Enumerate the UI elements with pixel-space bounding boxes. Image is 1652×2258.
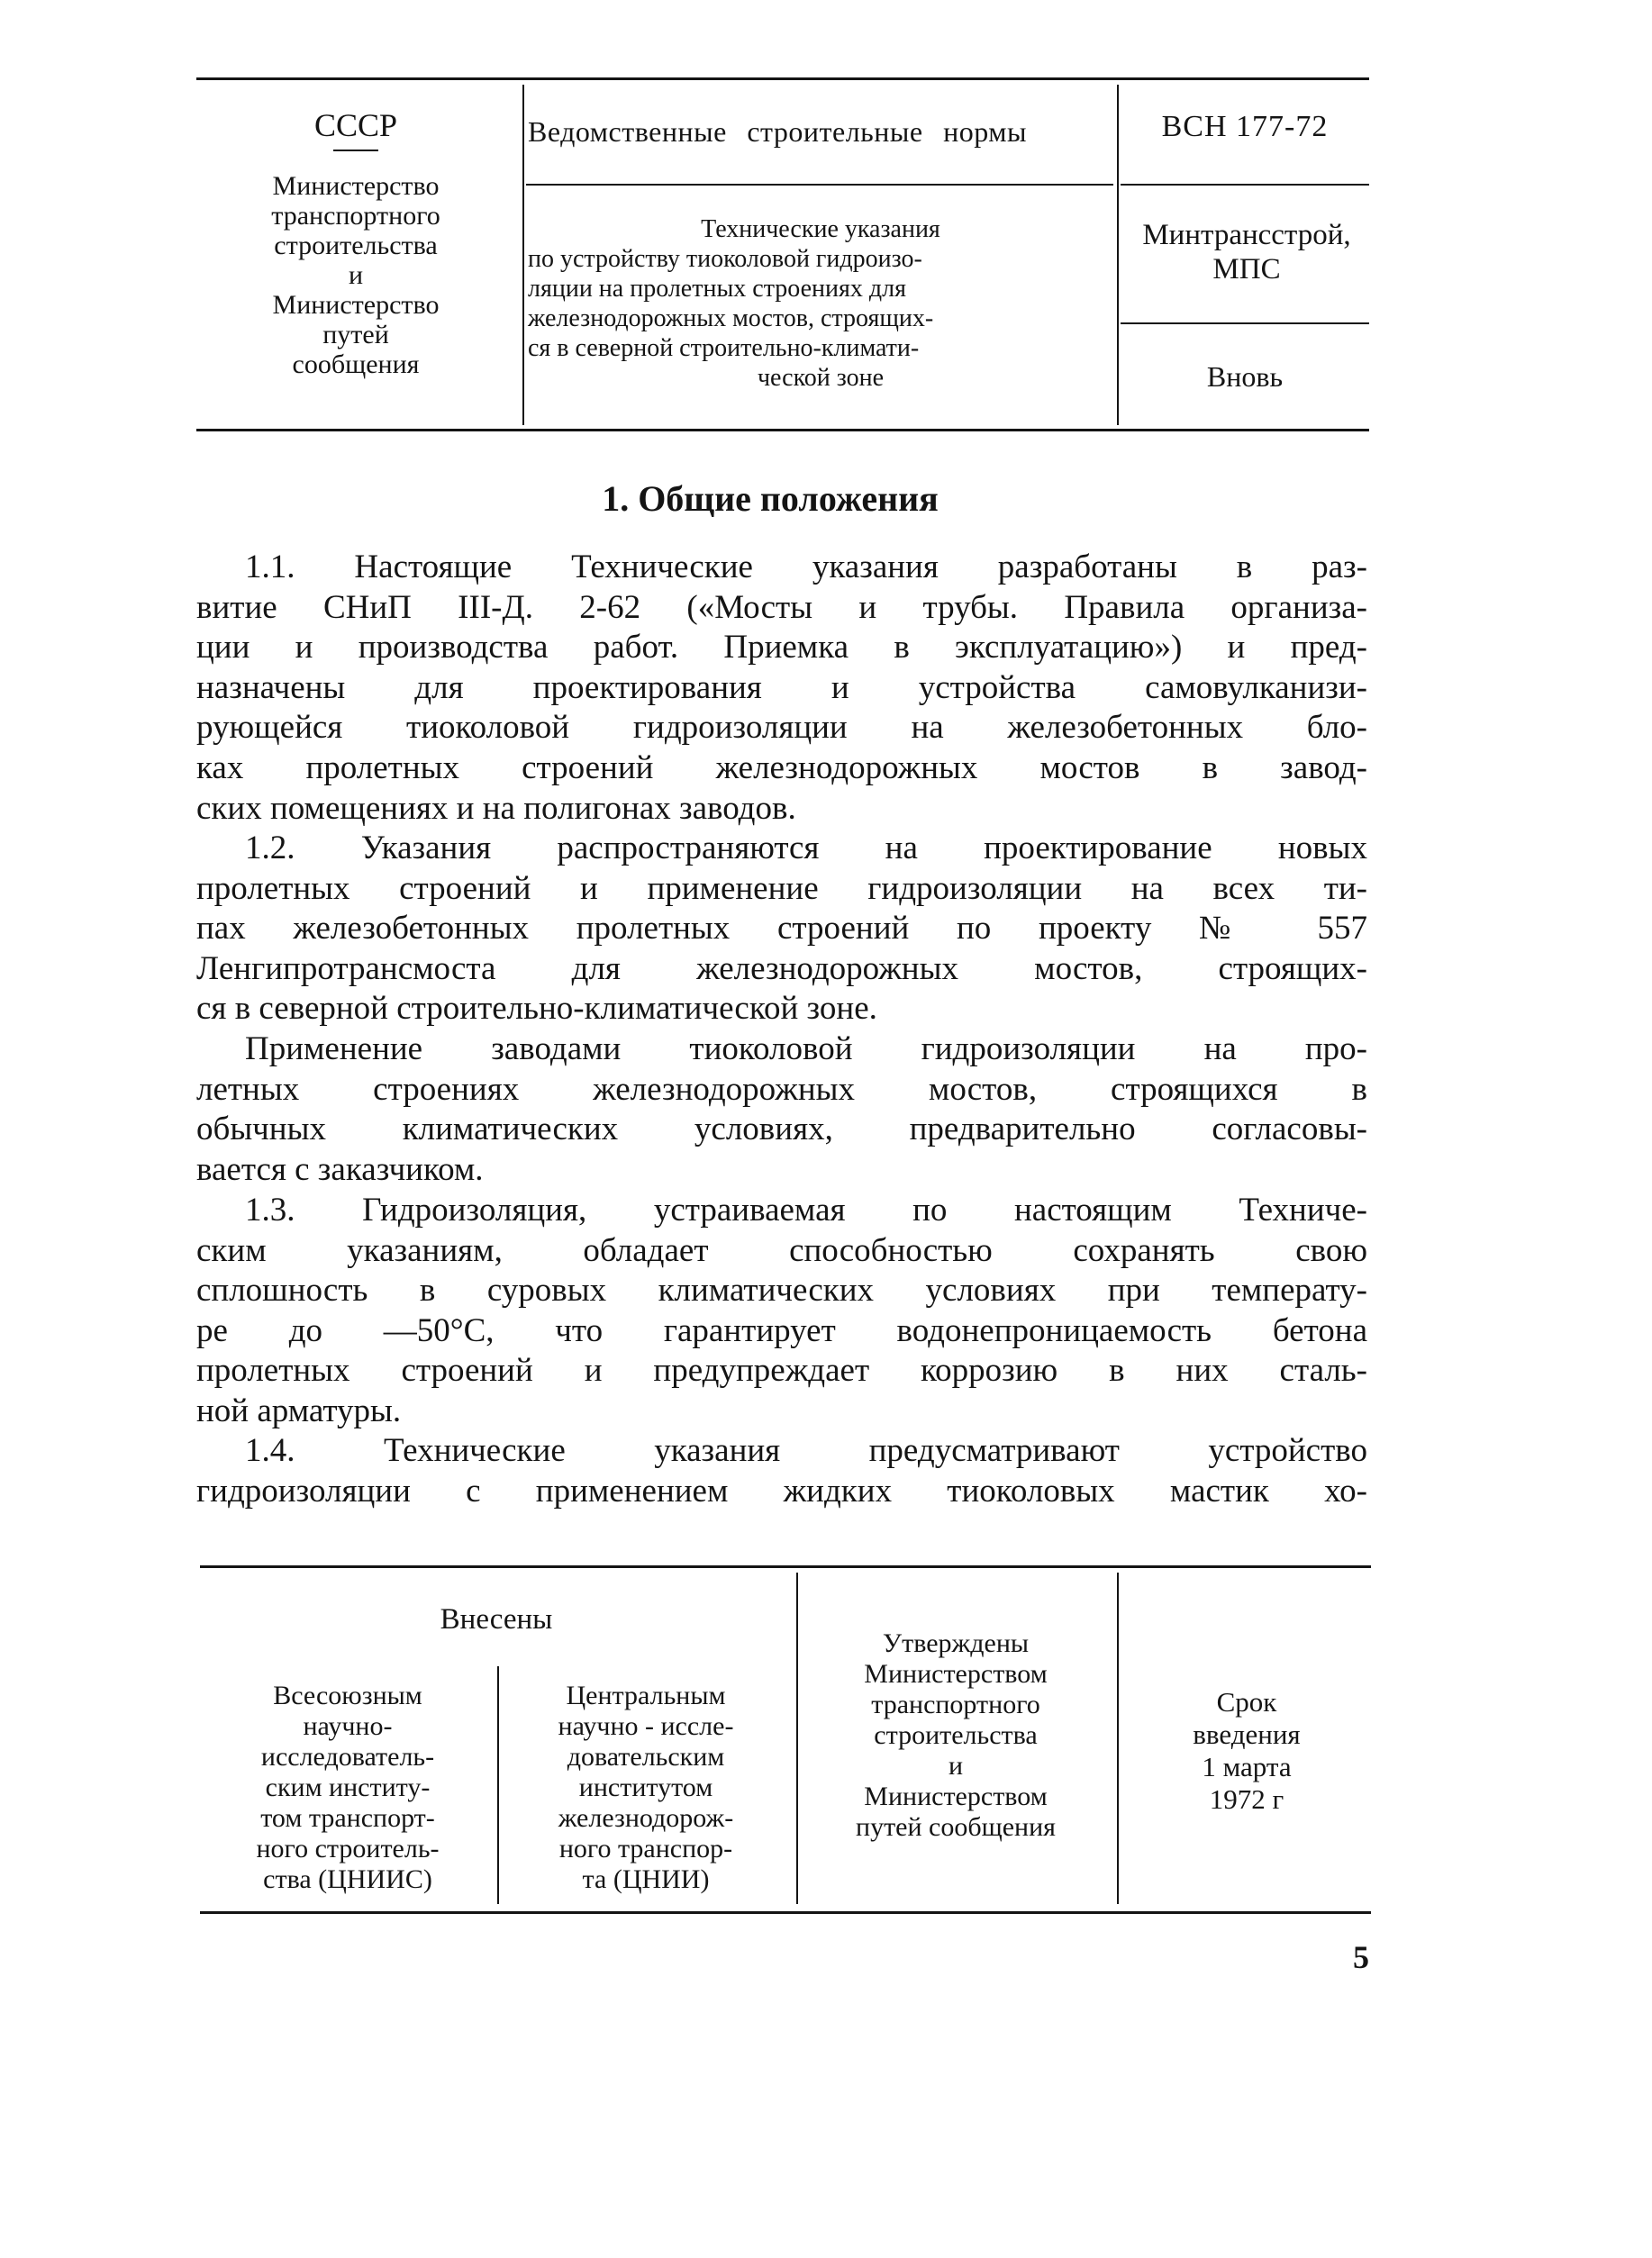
text-line: рующейся тиоколовой гидроизоляции на железобетонных бло- — [196, 709, 1367, 747]
header-bottom-rule — [196, 429, 1369, 431]
header-divider-left — [522, 85, 524, 425]
footer-introduced-by-2 — [501, 1681, 791, 1895]
footer-line: строительства — [874, 1720, 1038, 1750]
footer-effective-date — [1124, 1686, 1369, 1816]
title-line: по устройству тиоколовой гидроизо- — [528, 245, 922, 273]
ministry-line: путей — [322, 320, 389, 349]
header-status: Вновь — [1206, 360, 1284, 393]
footer-line: ства (ЦНИИС) — [263, 1864, 432, 1894]
ministry-line: строительства — [274, 231, 438, 260]
text-line: ре до —50°С, что гарантирует водонепроницаемость бетона — [196, 1311, 1367, 1349]
footer-line: Центральным — [566, 1681, 726, 1710]
footer-line: научно- — [303, 1711, 393, 1741]
text-line: 1.3. Гидроизоляция, устраиваемая по настоящим Техниче- — [245, 1192, 1367, 1229]
text-line: обычных климатических условиях, предварительно согласовы- — [196, 1111, 1367, 1148]
header-top-rule — [196, 77, 1369, 80]
footer-introduced-by-1 — [200, 1681, 495, 1895]
footer-line: 1 марта — [1202, 1751, 1292, 1782]
footer-divider-2 — [796, 1573, 798, 1904]
text-line: ся в северной строительно-климатической зоне. — [196, 990, 877, 1028]
footer-line: Утверждены — [882, 1628, 1030, 1658]
text-line: пролетных строений и применение гидроизоляции на всех ти- — [196, 869, 1367, 907]
footer-line: Министерством — [864, 1782, 1048, 1811]
footer-line: исследователь- — [260, 1742, 435, 1772]
ministry-line: и — [348, 260, 364, 290]
text-line: сплошность в суровых климатических условиях при температу- — [196, 1272, 1367, 1310]
footer-line: 1972 г — [1209, 1783, 1284, 1815]
footer-line: ским институ- — [265, 1773, 431, 1802]
footer-line: довательским — [567, 1742, 725, 1772]
text-line: Ленгипротрансмоста для железнодорожных мостов, строящих- — [196, 949, 1367, 987]
paragraph-1-1 — [196, 548, 1367, 829]
ministry-line: Министерство — [272, 171, 440, 201]
header-doc-code: ВСН 177-72 — [1161, 110, 1329, 143]
header-doc-type: Ведомственные строительные нормы — [528, 115, 1027, 148]
header-doc-title — [528, 214, 1113, 393]
footer-line: Срок — [1216, 1686, 1277, 1718]
footer-line: путей сообщения — [856, 1812, 1056, 1842]
footer-line: та (ЦНИИ) — [582, 1864, 710, 1894]
header-org — [1121, 218, 1373, 286]
page-number: 5 — [1353, 1939, 1369, 1975]
footer-divider-3 — [1117, 1573, 1119, 1904]
org-line: МПС — [1212, 253, 1281, 286]
text-line: пах железобетонных пролетных строений по проекту № 557 — [196, 910, 1367, 948]
footer-introduced-label: Внесены — [440, 1603, 553, 1636]
title-line: ческой зоне — [757, 364, 885, 392]
footer-approved — [800, 1628, 1112, 1843]
header-country-dash — [333, 150, 378, 151]
text-line: ках пролетных строений железнодорожных мостов в завод- — [196, 748, 1367, 786]
footer-line: транспортного — [871, 1690, 1040, 1719]
text-line: летных строениях железнодорожных мостов, строящихся в — [196, 1070, 1367, 1108]
text-line: 1.1. Настоящие Технические указания разработаны в раз- — [245, 549, 1367, 585]
text-line: ских помещениях и на полигонах заводов. — [196, 789, 796, 827]
text-line: Применение заводами тиоколовой гидроизоляции на про- — [245, 1030, 1367, 1067]
header-inner-rule-middle — [526, 184, 1113, 186]
footer-line: ного строитель- — [256, 1834, 440, 1864]
text-line: витие СНиП III-Д. 2-62 («Мосты и трубы. Правила организа- — [196, 588, 1367, 626]
paragraph-application — [196, 1029, 1367, 1190]
title-line: железнодорожных мостов, строящих- — [528, 304, 934, 332]
text-line: ции и производства работ. Приемка в эксплуатацию») и пред- — [196, 629, 1367, 667]
paragraph-1-4 — [196, 1431, 1367, 1511]
text-line: ским указаниям, обладает способностью сохранять свою — [196, 1231, 1367, 1269]
section-title: 1. Общие положения — [602, 478, 939, 519]
text-line: вается с заказчиком. — [196, 1150, 484, 1188]
header-inner-rule-right-1 — [1121, 184, 1369, 186]
org-line: Минтрансстрой, — [1142, 219, 1351, 251]
footer-line: и — [948, 1751, 964, 1781]
text-line: 1.4. Технические указания предусматривают устройство — [245, 1432, 1367, 1469]
ministry-line: сообщения — [292, 349, 420, 379]
header-ministry — [196, 171, 515, 379]
footer-divider-1 — [497, 1666, 499, 1904]
text-line: 1.2. Указания распространяются на проектирование новых — [245, 830, 1367, 866]
title-line: ляции на пролетных строениях для — [528, 275, 906, 303]
title-line: Технические указания — [701, 215, 940, 243]
paragraph-1-3 — [196, 1191, 1367, 1432]
header-country: СССР — [313, 107, 398, 143]
text-line: назначены для проектирования и устройства самовулканизи- — [196, 668, 1367, 706]
footer-top-rule — [200, 1565, 1371, 1568]
header-divider-right — [1117, 85, 1119, 425]
footer-line: введения — [1193, 1718, 1301, 1750]
ministry-line: Министерство — [272, 290, 440, 320]
title-line: ся в северной строительно-климати- — [528, 334, 920, 362]
text-line: гидроизоляции с применением жидких тиоколовых мастик хо- — [196, 1472, 1367, 1510]
footer-bottom-rule — [200, 1911, 1371, 1914]
paragraph-1-2 — [196, 829, 1367, 1029]
footer-line: Всесоюзным — [273, 1681, 422, 1710]
text-line: пролетных строений и предупреждает коррозию в них сталь- — [196, 1352, 1367, 1390]
footer-line: ного транспор- — [558, 1834, 733, 1864]
text-line: ной арматуры. — [196, 1392, 402, 1429]
footer-line: научно - иссле- — [558, 1711, 734, 1741]
footer-line: том транспорт- — [260, 1803, 435, 1833]
footer-line: институтом — [578, 1773, 713, 1802]
footer-line: Министерством — [864, 1659, 1048, 1689]
ministry-line: транспортного — [271, 201, 440, 231]
footer-line: железнодорож- — [558, 1803, 734, 1833]
header-inner-rule-right-2 — [1121, 322, 1369, 324]
